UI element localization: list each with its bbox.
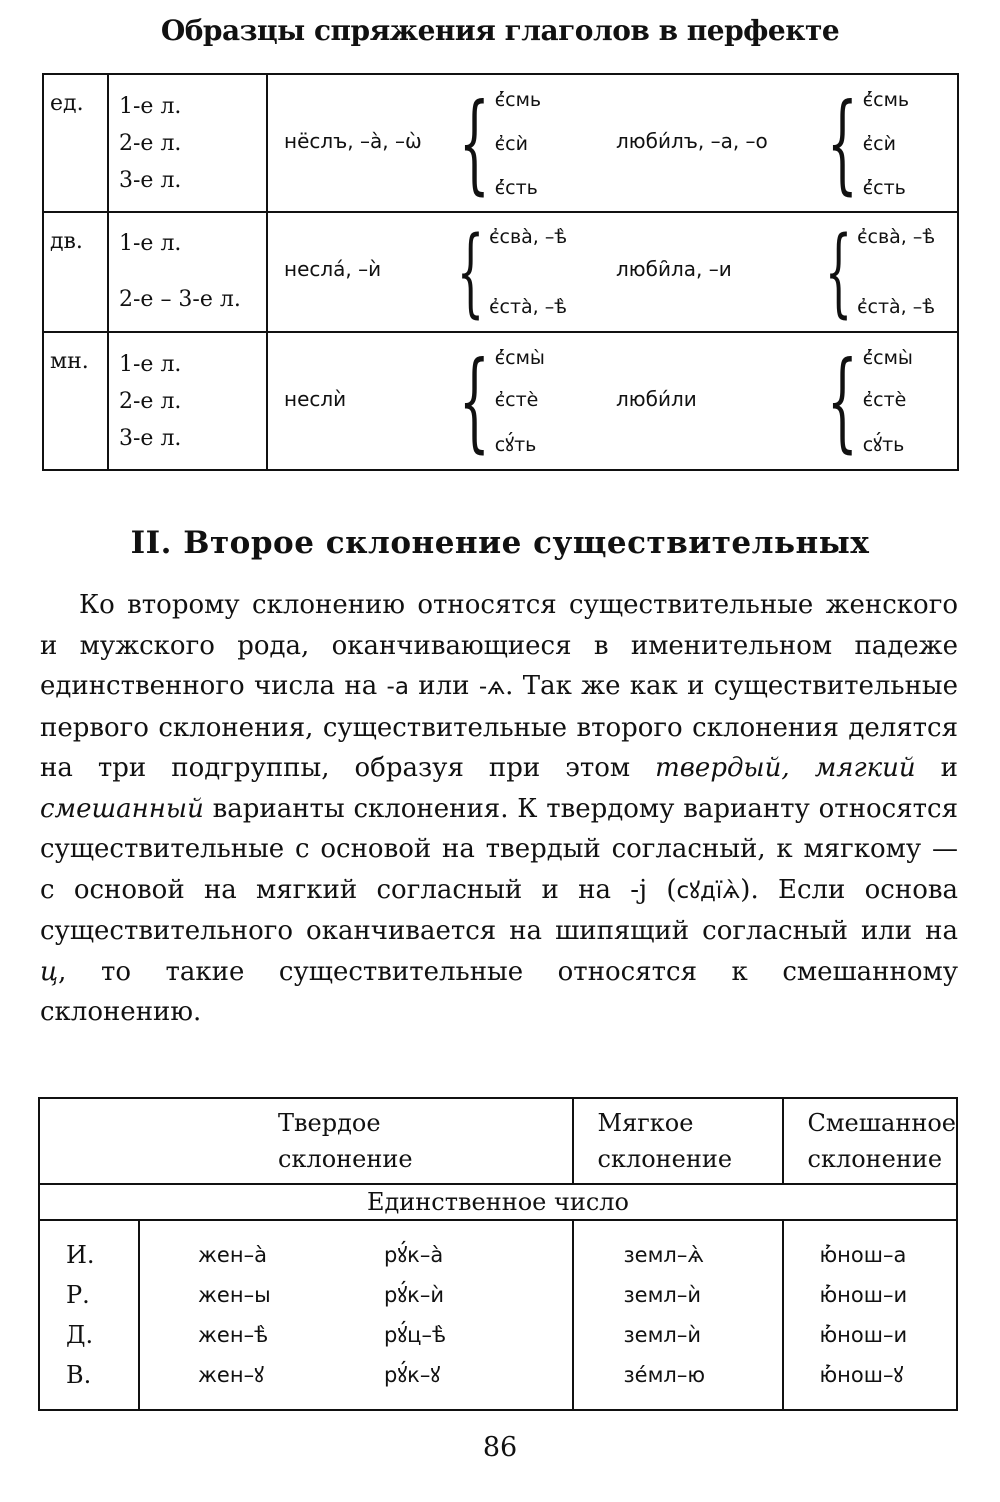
participle-lyubiti: люби̑ла, –и [616, 257, 732, 281]
aux-form: є҆свà, –ѣ̀ [857, 226, 936, 248]
word-form: рꙋ́к–а̀ [384, 1243, 444, 1267]
forms-cell [267, 212, 958, 332]
table-row [43, 212, 958, 332]
aux-form: є҆стà, –ѣ̀ [489, 296, 568, 318]
second-declension-table [38, 1097, 958, 1411]
case-label: Д. [66, 1321, 94, 1349]
number-label: ед. [43, 74, 108, 212]
aux-form: сꙋ́ть [494, 434, 537, 456]
header-line: склонение [807, 1145, 943, 1173]
person-label: 1-е л. [119, 231, 182, 256]
aux-form: є҆сѝ [862, 133, 896, 155]
word-form: ю҆́нош–и [819, 1283, 908, 1307]
table-row [39, 1220, 957, 1410]
person-label: 2-е л. [119, 388, 182, 414]
page-number: 86 [482, 1432, 518, 1463]
case-label: Р. [66, 1281, 90, 1309]
text-run: варианты склонения. К твердому варианту относятся существительные с основой на твердый согласный, к мягкому — с основой на мягкий согласный и на -j ( [40, 793, 958, 905]
participle-lyubiti: люби́лъ, –а, –о [616, 129, 768, 153]
term-mixed: смешанный [40, 793, 204, 824]
header-line: склонение [597, 1145, 733, 1173]
term-hard: твердый, [655, 753, 790, 783]
participle-nesti: нёслъ, –а̀, –ѡ̀ [284, 129, 422, 153]
case-label: И. [66, 1241, 95, 1269]
word-form: жен–ы [198, 1283, 271, 1307]
word-form: жен–ꙋ [198, 1363, 264, 1387]
ending-ya: -ѧ [478, 674, 506, 700]
aux-form: є҆́смы̀ [862, 347, 913, 369]
header-hard [39, 1098, 573, 1184]
person-label: 1-е л. [119, 351, 182, 377]
aux-form: є҆́смь [494, 89, 542, 111]
ending-a: -а [386, 674, 409, 700]
word-form: земл–ѝ [623, 1323, 701, 1347]
text-run: . Так же как и существительные первого склонения, существительные второго склонения делятся на три подгруппы, образуя при этом [40, 671, 958, 783]
aux-form: є҆стѐ [494, 389, 539, 411]
aux-form: є҆свà, –ѣ̀ [489, 226, 568, 248]
forms-cell [267, 74, 958, 212]
example-word: сꙋдїѧ̀ [676, 877, 741, 904]
section-title: II. Второе склонение существительных [130, 525, 870, 561]
brace-icon: { [458, 339, 490, 464]
brace-icon: { [826, 81, 858, 206]
text-run: , то такие существительные относятся к смешанному склонению. [40, 956, 958, 1027]
brace-icon: { [826, 339, 858, 464]
aux-form: є҆сѝ [494, 133, 528, 155]
aux-form: є҆́смы̀ [494, 347, 545, 369]
subheader-singular: Единственное число [39, 1184, 957, 1220]
text-run: и [915, 753, 959, 783]
participle-nesti: неслá, –ѝ [284, 257, 382, 281]
text-run [790, 753, 815, 783]
aux-form: сꙋ́ть [862, 434, 905, 456]
aux-form: є҆стѐ [862, 389, 907, 411]
word-form: жен–ѣ̀ [198, 1323, 269, 1347]
aux-form: є҆́смь [862, 89, 910, 111]
word-form: земл–ѧ̀ [623, 1243, 704, 1267]
text-run: Ко второму склонению относятся существительные женского и мужского рода, оканчивающиеся в именительном падеже единственного числа на [40, 590, 958, 701]
header-line: склонение [278, 1145, 413, 1173]
header-line: Смешанное [807, 1109, 956, 1137]
person-label: 2-е л. [119, 130, 182, 156]
case-label: В. [66, 1361, 92, 1389]
aux-form: є҆́сть [494, 177, 538, 199]
header-line: Твердое [278, 1109, 381, 1137]
word-form: рꙋ́ц–ѣ̀ [384, 1323, 447, 1347]
word-form: рꙋ́к–ѝ [384, 1283, 445, 1307]
word-form: ю҆́нош–и [819, 1323, 908, 1347]
subheader-row [39, 1184, 957, 1220]
participle-lyubiti: люби́ли [616, 387, 697, 411]
persons-cell [108, 212, 267, 332]
number-label: мн. [43, 332, 108, 470]
word-form: жен–а̀ [198, 1243, 267, 1267]
word-form: ю҆́нош–ꙋ [819, 1363, 904, 1387]
persons-cell [108, 332, 267, 470]
aux-form: є҆́сть [862, 177, 906, 199]
mixed-forms-cell [783, 1220, 958, 1410]
header-row [39, 1098, 957, 1184]
header-line: Мягкое [597, 1109, 694, 1137]
participle-nesti: неслѝ [284, 387, 347, 411]
person-label: 3-е л. [119, 425, 182, 451]
number-label: дв. [43, 212, 108, 332]
aux-form: є҆стà, –ѣ̀ [857, 296, 936, 318]
forms-cell [267, 332, 958, 470]
cases-cell [39, 1220, 139, 1410]
word-form: рꙋ́к–ꙋ [384, 1363, 441, 1387]
letter-ts: ц [40, 956, 59, 987]
term-soft: мягкий [814, 753, 916, 783]
text-run: или [408, 671, 479, 701]
table1-title: Образцы спряжения глаголов в перфекте [160, 14, 840, 47]
perfect-conjugation-table [42, 73, 959, 471]
header-soft [573, 1098, 783, 1184]
word-form: ю҆́нош–а [819, 1243, 907, 1267]
persons-cell [108, 74, 267, 212]
table-row [43, 332, 958, 470]
word-form: земл–ѝ [623, 1283, 701, 1307]
hard-forms-cell [139, 1220, 573, 1410]
brace-icon: { [458, 81, 490, 206]
person-label: 1-е л. [119, 93, 182, 119]
brace-icon: { [456, 216, 485, 328]
person-label: 3-е л. [119, 167, 182, 193]
header-mixed [783, 1098, 958, 1184]
soft-forms-cell [573, 1220, 783, 1410]
brace-icon: { [824, 216, 853, 328]
section-paragraph [40, 585, 958, 1033]
text-run: ). Если основа существительного оканчивается на шипящий согласный или на [40, 874, 958, 946]
person-label: 2-е – 3-е л. [119, 287, 241, 312]
table-row [43, 74, 958, 212]
word-form: зе́мл–ю [623, 1363, 706, 1387]
